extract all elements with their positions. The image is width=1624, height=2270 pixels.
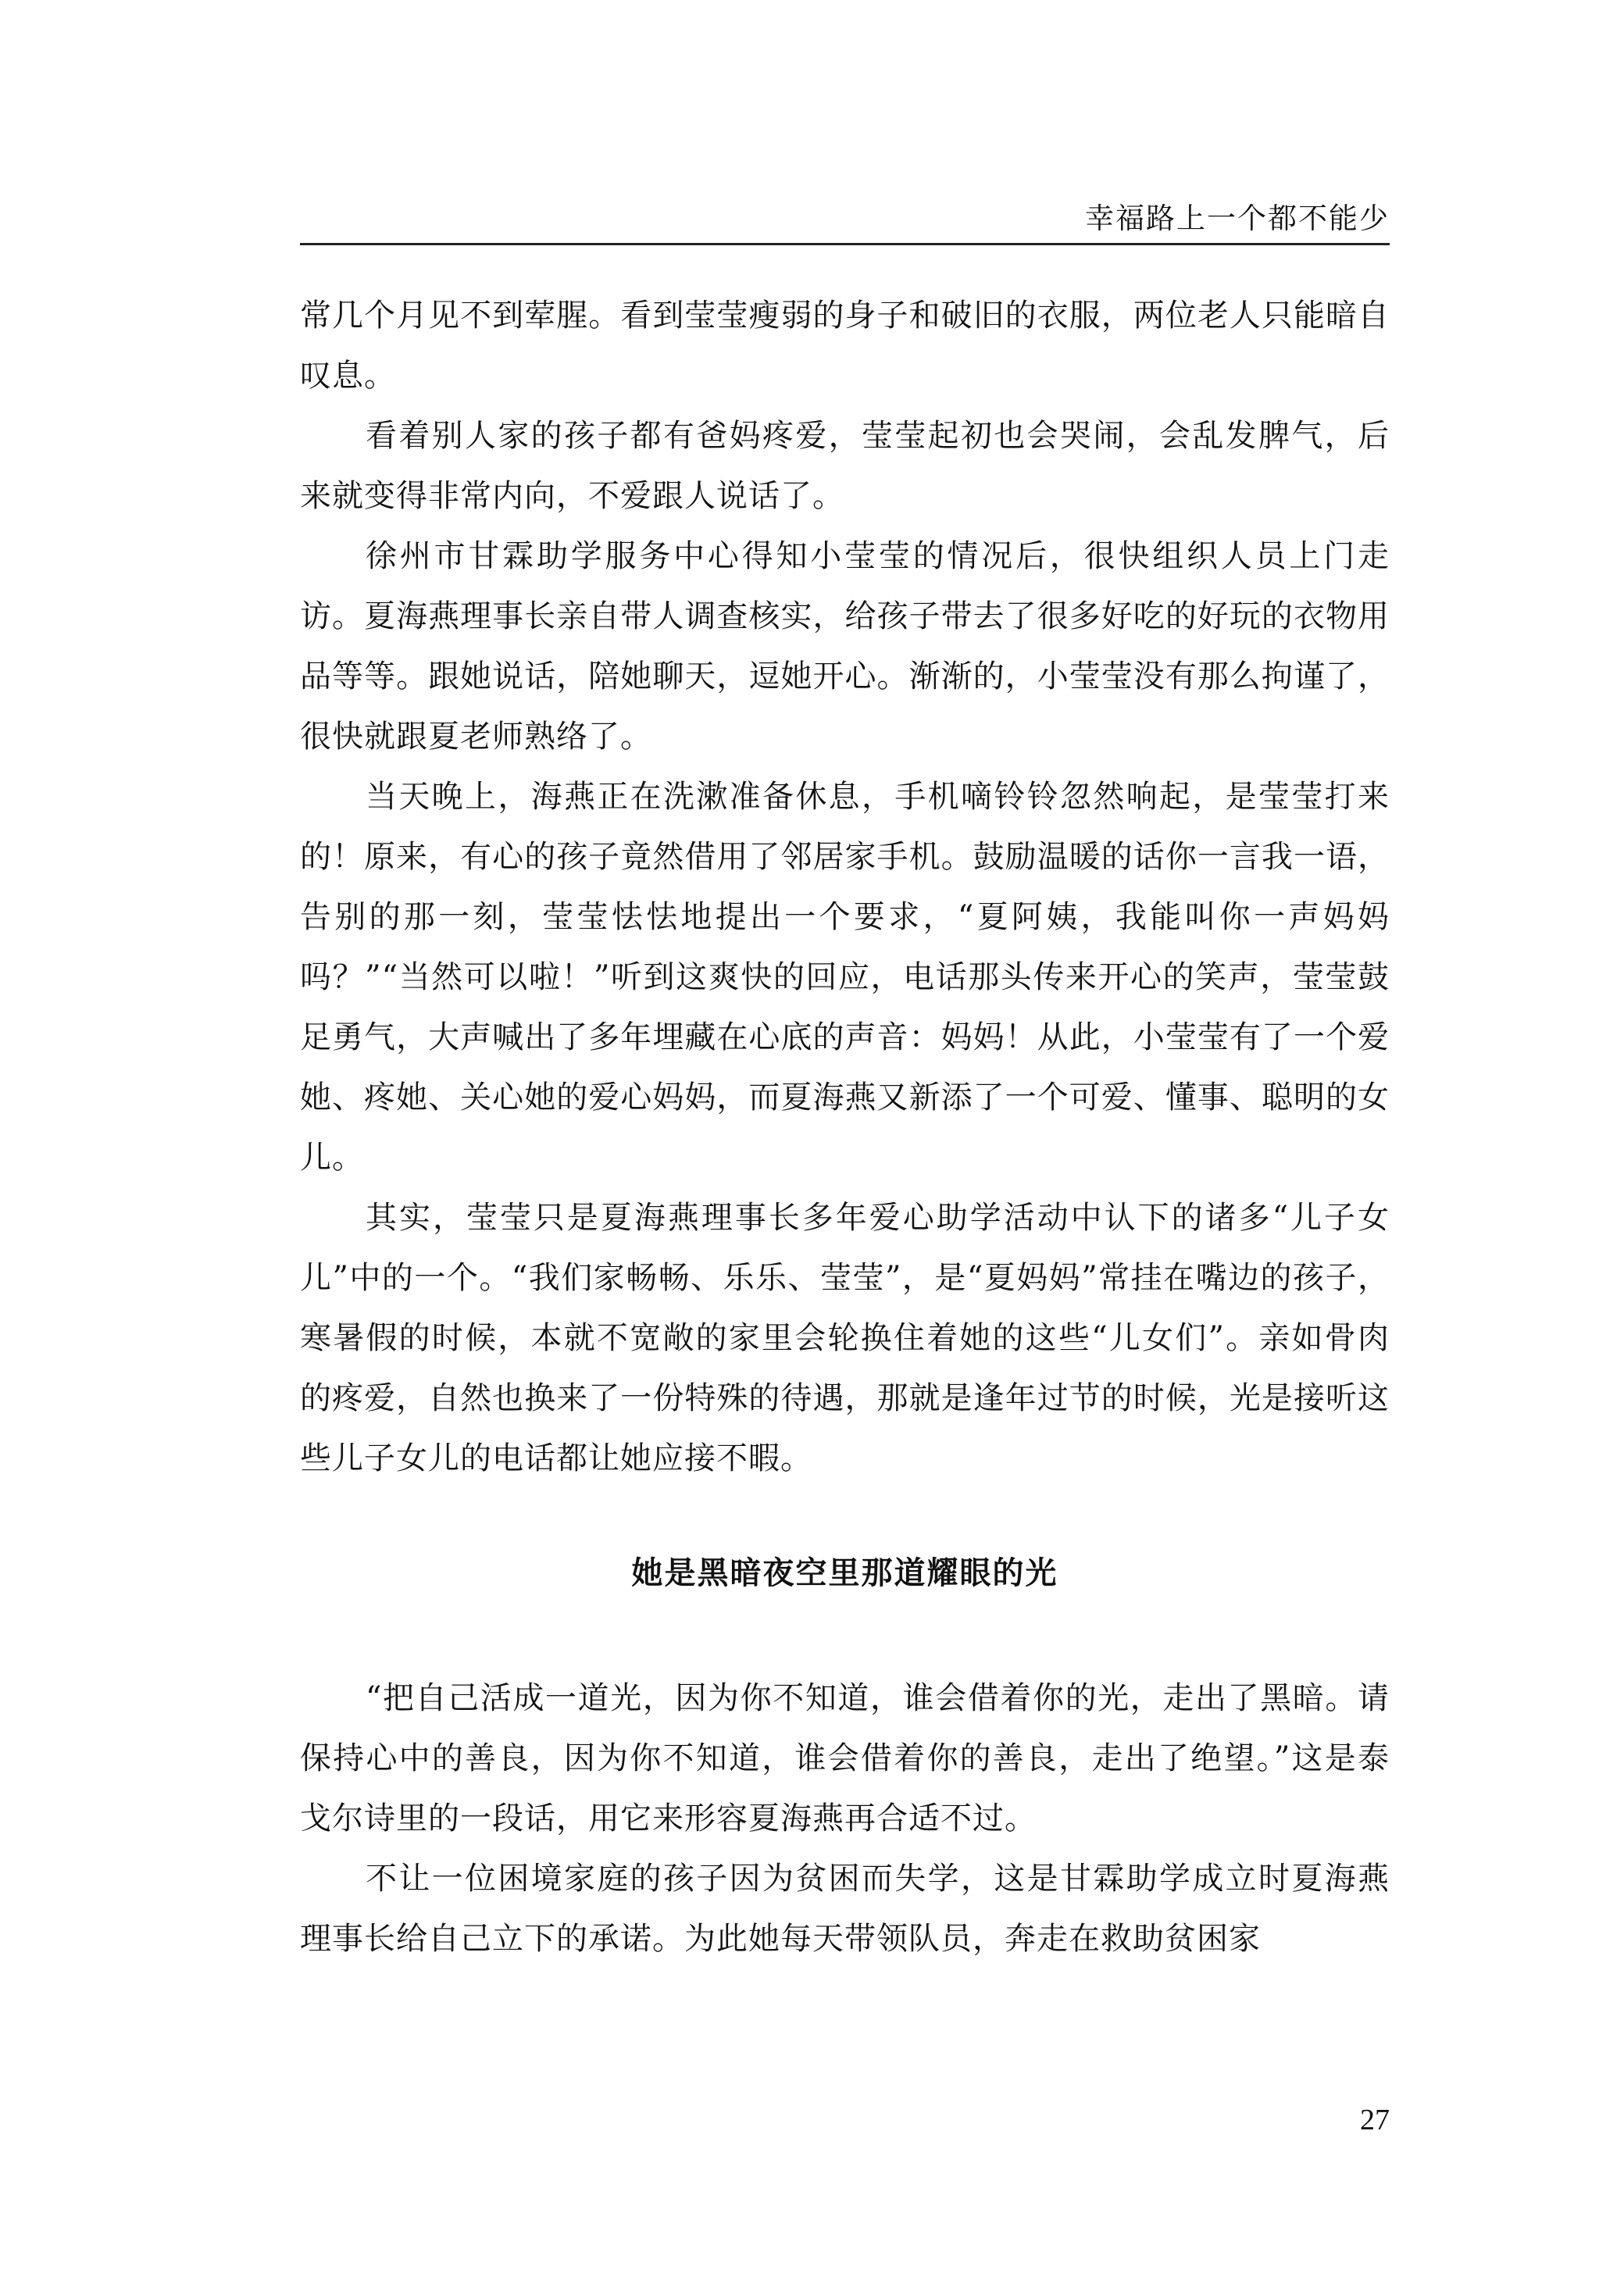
paragraph: 当天晚上，海燕正在洗漱准备休息，手机嘀铃铃忽然响起，是莹莹打来的！原来，有心的孩子竟然借用了邻居家手机。鼓励温暖的话你一言我一语，告别的那一刻，莹莹怯怯地提出一个要求，“夏阿姨，我能叫你一声妈妈吗？”“当然可以啦！”听到这爽快的回应，电话那头传来开心的笑声，莹莹鼓足勇气，大声喊出了多年埋藏在心底的声音：妈妈！从此，小莹莹有了一个爱她、疼她、关心她的爱心妈妈，而夏海燕又新添了一个可爱、懂事、聪明的女儿。: [300, 779, 1390, 1176]
running-header: [300, 197, 1390, 245]
running-title: 幸福路上一个都不能少: [1085, 202, 1390, 235]
paragraph: 不让一位困境家庭的孩子因为贫困而失学，这是甘霖助学成立时夏海燕理事长给自己立下的承诺。为此她每天带领队员，奔走在救助贫困家: [300, 1861, 1390, 1957]
paragraph: “把自己活成一道光，因为你不知道，谁会借着你的光，走出了黑暗。请保持心中的善良，因为你不知道，谁会借着你的善良，走出了绝望。”这是泰戈尔诗里的一段话，用它来形容夏海燕再合适不过。: [300, 1680, 1390, 1836]
paragraph: 常几个月见不到荤腥。看到莹莹瘦弱的身子和破旧的衣服，两位老人只能暗自叹息。: [300, 298, 1390, 394]
paragraph: 看着别人家的孩子都有爸妈疼爱，莹莹起初也会哭闹，会乱发脾气，后来就变得非常内向，不爱跟人说话了。: [300, 418, 1390, 514]
paragraph: 其实，莹莹只是夏海燕理事长多年爱心助学活动中认下的诸多“儿子女儿”中的一个。“我们家畅畅、乐乐、莹莹”，是“夏妈妈”常挂在嘴边的孩子，寒暑假的时候，本就不宽敞的家里会轮换住着她的这些“儿女们”。亲如骨肉的疼爱，自然也换来了一份特殊的待遇，那就是逢年过节的时候，光是接听这些儿子女儿的电话都让她应接不暇。: [300, 1200, 1390, 1476]
page-number: 27: [1360, 2104, 1390, 2136]
body-text: [300, 1669, 1390, 1969]
paragraph: 徐州市甘霖助学服务中心得知小莹莹的情况后，很快组织人员上门走访。夏海燕理事长亲自带人调查核实，给孩子带去了很多好吃的好玩的衣物用品等等。跟她说话，陪她聊天，逗她开心。渐渐的，小莹莹没有那么拘谨了，很快就跟夏老师熟络了。: [300, 538, 1390, 755]
body-text: [300, 286, 1390, 1489]
section-heading: 她是黑暗夜空里那道耀眼的光: [631, 1555, 1058, 1591]
